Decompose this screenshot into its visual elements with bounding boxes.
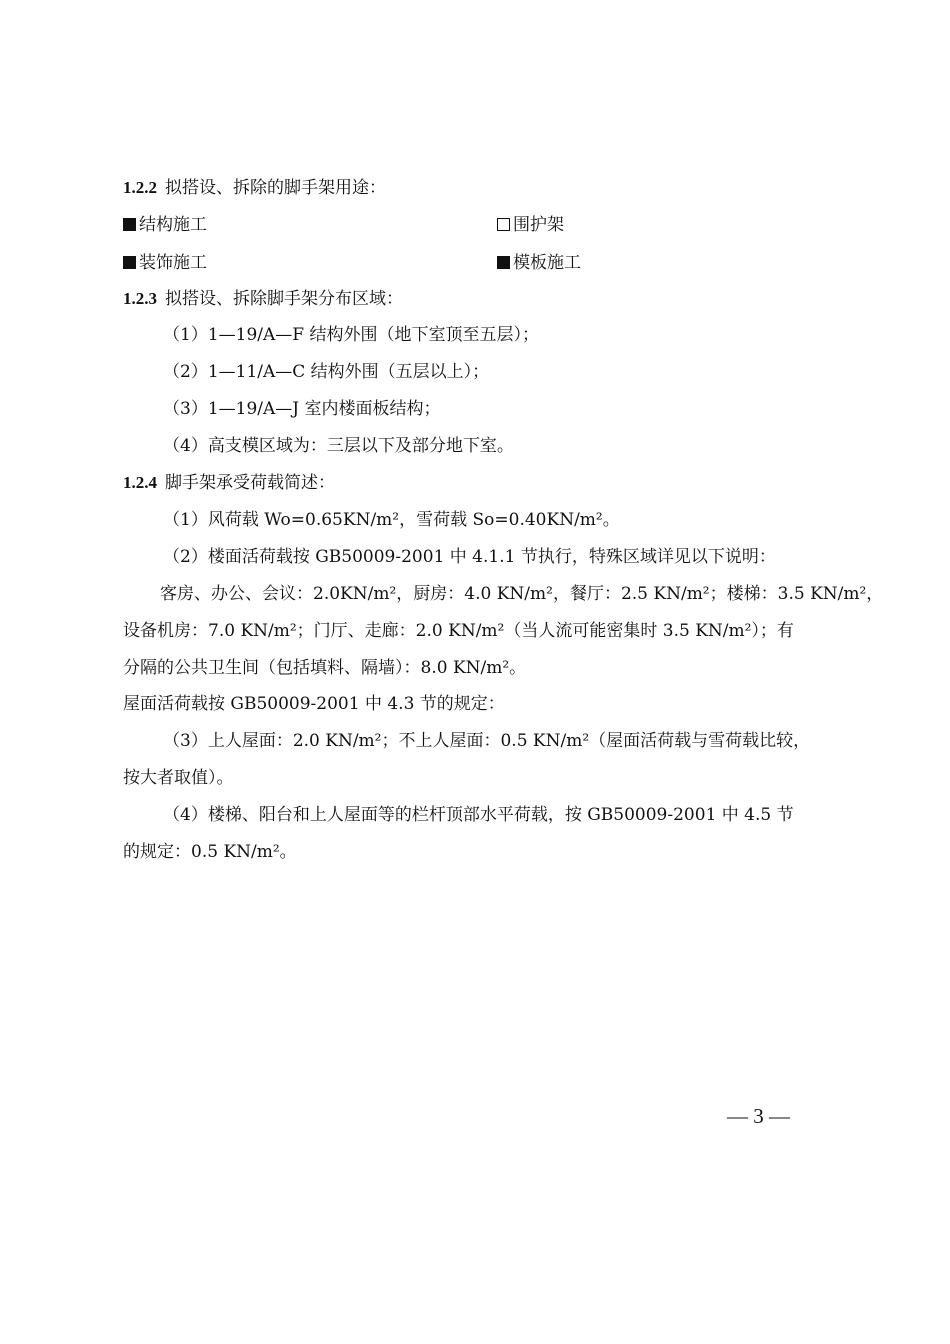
railing-load-line-2: 的规定：0.5 KN/m²。 [123, 842, 297, 862]
section-number: 1.2.3 [123, 289, 157, 308]
roof-live-load-intro: 屋面活荷载按 GB50009-2001 中 4.3 节的规定： [123, 694, 505, 714]
option-structure [123, 213, 207, 237]
option-decoration [123, 251, 207, 275]
area-item: （1）1—19/A—F 结构外围（地下室顶至五层）； [163, 325, 539, 345]
area-item: （3）1—19/A—J 室内楼面板结构； [163, 399, 441, 419]
option-label: 结构施工 [139, 215, 207, 235]
section-title: 拟搭设、拆除脚手架分布区域： [165, 289, 403, 309]
option-label: 模板施工 [513, 253, 581, 273]
roof-load-line-2: 按大者取值）。 [123, 768, 234, 788]
wind-snow-load: （1）风荷载 Wo=0.65KN/m²，雪荷载 So=0.40KN/m²。 [163, 510, 620, 530]
empty-square-icon [497, 218, 510, 231]
section-number: 1.2.2 [123, 178, 157, 197]
area-item: （2）1—11/A—C 结构外围（五层以上）； [163, 362, 490, 382]
floor-load-line-2: 设备机房：7.0 KN/m²；门厅、走廊：2.0 KN/m²（当人流可能密集时 3.5 KN/m²）；有 [123, 621, 794, 641]
floor-load-line-3: 分隔的公共卫生间（包括填料、隔墙）：8.0 KN/m²。 [123, 658, 527, 678]
section-title: 拟搭设、拆除的脚手架用途： [165, 178, 386, 198]
roof-load-line-1: （3）上人屋面：2.0 KN/m²；不上人屋面：0.5 KN/m²（屋面活荷载与雪荷载比较， [163, 731, 811, 751]
floor-load-line-1: 客房、办公、会议：2.0KN/m²，厨房：4.0 KN/m²，餐厅：2.5 KN/m²；楼梯：3.5 KN/m²， [160, 584, 884, 604]
railing-load-line-1: （4）楼梯、阳台和上人屋面等的栏杆顶部水平荷载，按 GB50009-2001 中 4.5 节 [163, 805, 794, 825]
option-enclosure [497, 213, 564, 237]
option-label: 装饰施工 [139, 253, 207, 273]
option-formwork [497, 251, 581, 275]
section-1-2-2-heading [123, 176, 386, 200]
filled-square-icon [123, 218, 136, 231]
option-label: 围护架 [513, 215, 564, 235]
filled-square-icon [497, 256, 510, 269]
section-title: 脚手架承受荷载简述： [165, 473, 335, 493]
floor-live-load-intro: （2）楼面活荷载按 GB50009-2001 中 4.1.1 节执行，特殊区域详见以下说明： [163, 547, 776, 567]
area-item: （4）高支模区域为：三层以下及部分地下室。 [163, 436, 514, 456]
filled-square-icon [123, 256, 136, 269]
section-1-2-4-heading [123, 471, 335, 495]
section-1-2-3-heading [123, 287, 403, 311]
page-number: — 3 — [727, 1104, 790, 1128]
section-number: 1.2.4 [123, 473, 157, 492]
